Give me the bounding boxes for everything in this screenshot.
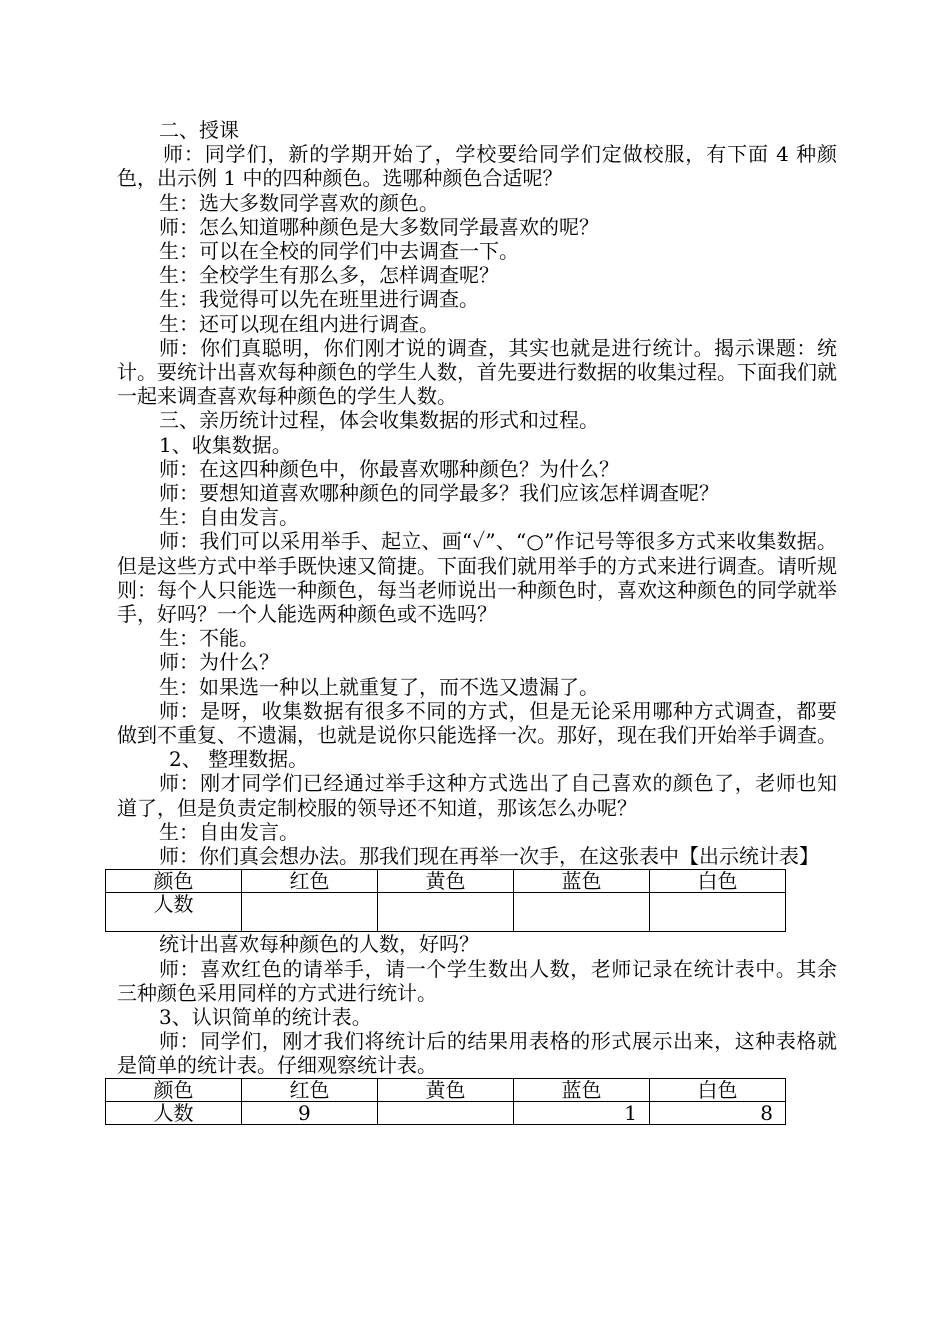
document-page bbox=[117, 118, 837, 1125]
table2-cell-red: 9 bbox=[242, 1101, 378, 1124]
table2-header-red: 红色 bbox=[242, 1078, 378, 1101]
paragraph: 生：自由发言。 bbox=[159, 505, 299, 530]
table1-header-blue: 蓝色 bbox=[514, 870, 650, 893]
table1-cell-red bbox=[242, 893, 378, 932]
paragraph: 师：我们可以采用举手、起立、画“✓”、“○”作记号等很多方式来收集数据。但是这些方式中举手既快速又简捷。下面我们就用举手的方式来进行调查。请听规则：每个人只能选一种颜色，每当老师说出一种颜色时，喜欢这种颜色的同学就举手，好吗？一个人能选两种颜色或不选吗？ bbox=[117, 529, 837, 627]
paragraph-block-1 bbox=[117, 118, 837, 868]
paragraph: 生：自由发言。 bbox=[159, 819, 299, 844]
survey-table-empty bbox=[105, 869, 786, 932]
paragraph: 三、亲历统计过程，体会收集数据的形式和过程。 bbox=[159, 408, 599, 433]
paragraph: 2、 整理数据。 bbox=[169, 747, 309, 772]
paragraph: 3、认识简单的统计表。 bbox=[159, 1004, 372, 1029]
table2-row-label: 人数 bbox=[106, 1101, 242, 1124]
table1-cell-white bbox=[650, 893, 786, 932]
table1-header-white: 白色 bbox=[650, 870, 786, 893]
paragraph: 生：不能。 bbox=[159, 626, 259, 651]
table2-cell-yellow bbox=[378, 1101, 514, 1124]
table2-header-yellow: 黄色 bbox=[378, 1078, 514, 1101]
paragraph: 师：在这四种颜色中，你最喜欢哪种颜色？为什么？ bbox=[159, 456, 619, 481]
paragraph: 生：如果选一种以上就重复了，而不选又遗漏了。 bbox=[159, 674, 599, 699]
paragraph: 师：怎么知道哪种颜色是大多数同学最喜欢的呢？ bbox=[159, 214, 599, 239]
table2-cell-blue: 1 bbox=[514, 1101, 650, 1124]
table1-header-color: 颜色 bbox=[106, 870, 242, 893]
table2-cell-white: 8 bbox=[650, 1101, 786, 1124]
table1-header-red: 红色 bbox=[242, 870, 378, 893]
paragraph: 师：为什么？ bbox=[159, 650, 279, 675]
paragraph: 师：喜欢红色的请举手，请一个学生数出人数，老师记录在统计表中。其余三种颜色采用同样的方式进行统计。 bbox=[117, 956, 837, 1005]
table2-header-color: 颜色 bbox=[106, 1078, 242, 1101]
table1-header-yellow: 黄色 bbox=[378, 870, 514, 893]
table1-cell-blue bbox=[514, 893, 650, 932]
table2-header-white: 白色 bbox=[650, 1078, 786, 1101]
paragraph: 二、授课 bbox=[159, 118, 239, 142]
paragraph: 师：刚才同学们已经通过举手这种方式选出了自己喜欢的颜色了，老师也知道了，但是负责定制校服的领导还不知道，那该怎么办呢？ bbox=[117, 771, 837, 820]
paragraph-block-2 bbox=[117, 932, 837, 1077]
paragraph: 师：要想知道喜欢哪种颜色的同学最多？我们应该怎样调查呢？ bbox=[159, 481, 719, 506]
paragraph: 师：你们真聪明，你们刚才说的调查，其实也就是进行统计。揭示课题：统计。要统计出喜欢每种颜色的学生人数，首先要进行数据的收集过程。下面我们就一起来调查喜欢每种颜色的学生人数。 bbox=[117, 335, 837, 409]
paragraph: 生：可以在全校的同学们中去调查一下。 bbox=[159, 239, 519, 264]
paragraph: 师：是呀，收集数据有很多不同的方式，但是无论采用哪种方式调查，都要做到不重复、不遗漏，也就是说你只能选择一次。那好，现在我们开始举手调查。 bbox=[117, 698, 837, 748]
paragraph: 生：还可以现在组内进行调查。 bbox=[159, 311, 439, 336]
paragraph: 1、收集数据。 bbox=[159, 432, 292, 457]
paragraph: 生：我觉得可以先在班里进行调查。 bbox=[159, 287, 479, 312]
survey-table-filled bbox=[105, 1078, 786, 1125]
paragraph: 统计出喜欢每种颜色的人数，好吗？ bbox=[159, 932, 479, 957]
table1-cell-yellow bbox=[378, 893, 514, 932]
table1-row-label: 人数 bbox=[106, 893, 242, 932]
paragraph: 师：同学们，新的学期开始了，学校要给同学们定做校服，有下面 4 种颜色，出示例 1 中的四种颜色。选哪种颜色合适呢？ bbox=[117, 142, 837, 191]
paragraph: 师：你们真会想办法。那我们现在再举一次手，在这张表中【出示统计表】 bbox=[159, 844, 819, 869]
paragraph: 生：全校学生有那么多，怎样调查呢？ bbox=[159, 263, 499, 288]
paragraph: 生：选大多数同学喜欢的颜色。 bbox=[159, 190, 439, 215]
paragraph: 师：同学们，刚才我们将统计后的结果用表格的形式展示出来，这种表格就是简单的统计表。仔细观察统计表。 bbox=[117, 1029, 837, 1078]
table2-header-blue: 蓝色 bbox=[514, 1078, 650, 1101]
